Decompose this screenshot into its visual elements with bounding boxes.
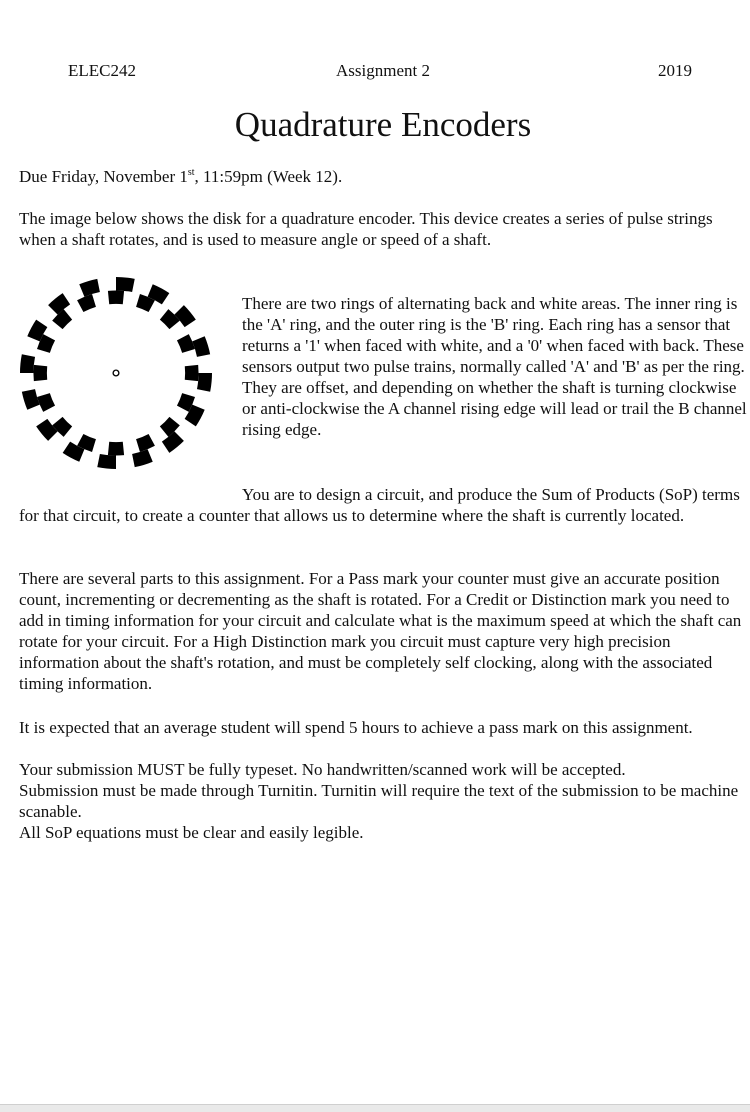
inner-ring-segment [37, 393, 55, 412]
outer-ring-segment [132, 449, 153, 467]
outer-ring-segment [79, 279, 100, 297]
inner-ring-segment [77, 294, 96, 312]
page-header [0, 61, 750, 83]
time-expectation-paragraph: It is expected that an average student will spend 5 hours to achieve a pass mark on this assignment. [19, 718, 693, 737]
shaft-hub [113, 370, 119, 376]
due-date-suffix: , 11:59pm (Week 12). [194, 167, 343, 186]
inner-ring-segment [108, 290, 124, 304]
due-date-prefix: Due Friday, November 1 [19, 167, 188, 186]
inner-ring-segment [185, 365, 199, 381]
outer-ring-segment [162, 431, 184, 452]
outer-ring-segment [174, 305, 195, 327]
inner-ring-segment [136, 434, 155, 452]
inner-ring-segment [52, 417, 72, 437]
outer-ring-segment [20, 354, 35, 373]
assignment-label: Assignment 2 [336, 61, 430, 80]
outer-ring-segment [97, 454, 116, 469]
encoder-disk-image [20, 277, 212, 469]
outer-ring-segment [197, 373, 212, 392]
submission-line: All SoP equations must be clear and easily legible. [19, 823, 364, 842]
submission-line: Submission must be made through Turnitin. Turnitin will require the text of the submission to be machine scanable. [19, 781, 739, 821]
outer-ring-segment [36, 419, 57, 441]
outer-ring-segment [22, 389, 40, 410]
inner-ring-segment [52, 309, 72, 329]
rings-description-paragraph: There are two rings of alternating back and white areas. The inner ring is the 'A' ring, and the outer ring is the 'B' ring. Each ring has a sensor that returns a '1' when faced with white, and a '0' when faced with back. These sensors output two pulse trains, normally called 'A' and 'B' as per the ring. They are offset, and depending on whether the shaft is turning clockwise or anti-clockwise the A channel rising edge will lead or trail the B channel rising edge. [242, 294, 747, 439]
outer-ring-segment [192, 336, 210, 357]
due-date [19, 166, 747, 187]
inner-ring-segment [108, 442, 124, 456]
year-label: 2019 [658, 61, 692, 80]
outer-ring-segment [48, 293, 70, 314]
page-title: Quadrature Encoders [234, 105, 532, 144]
design-task-paragraph: You are to design a circuit, and produce the Sum of Products (SoP) terms for that circuit, to create a counter that allows us to determine where the shaft is currently located. [19, 485, 740, 525]
submission-requirements [19, 759, 747, 843]
assignment-parts-paragraph: There are several parts to this assignment. For a Pass mark your counter must give an accurate position count, incrementing or decrementing as the shaft is rotated. For a Credit or Distinction mark you need to add in timing information for your circuit and calculate what is the maximum speed at which the shaft can rotate for your circuit. For a High Distinction mark you circuit must capture very high precision information about the shaft's rotation, and must be completely self clocking, along with the associated timing information. [19, 569, 742, 693]
inner-ring-segment [177, 334, 195, 353]
intro-paragraph: The image below shows the disk for a quadrature encoder. This device creates a series of pulse strings when a shaft rotates, and is used to measure angle or speed of a shaft. [19, 209, 713, 249]
outer-ring-segment [116, 277, 135, 292]
due-date-superscript: st [187, 167, 195, 178]
course-code: ELEC242 [68, 61, 136, 80]
submission-line: Your submission MUST be fully typeset. No handwritten/scanned work will be accepted. [19, 760, 626, 779]
inner-ring-segment [33, 365, 47, 381]
